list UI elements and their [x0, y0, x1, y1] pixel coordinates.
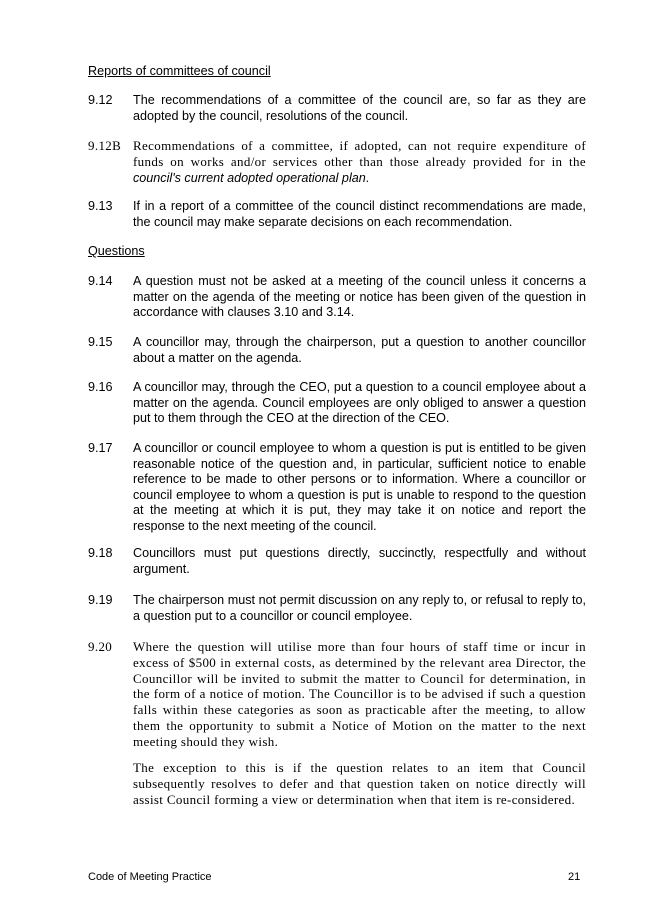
- clause-text: A councillor may, through the chairperson, put a question to another councillor about a matter on the agenda.: [133, 335, 586, 365]
- clause-number: 9.19: [88, 593, 113, 607]
- footer-title: Code of Meeting Practice: [88, 871, 212, 883]
- clause-number: 9.14: [88, 274, 113, 288]
- clause-text-italic: council's current adopted operational plan: [133, 170, 366, 185]
- clause-9-19: [88, 593, 586, 624]
- clause-number: 9.17: [88, 441, 113, 455]
- footer-page-number: 21: [568, 871, 581, 883]
- clause-text: The chairperson must not permit discussion on any reply to, or refusal to reply to, a question put to a councillor or council employee.: [133, 593, 586, 623]
- clause-text-main: Recommendations of a committee, if adopted, can not require expenditure of funds on works and/or services other than those already provided for in the: [133, 138, 586, 169]
- clause-9-20: [88, 639, 586, 750]
- clause-number: 9.12B: [88, 138, 122, 153]
- section-heading-reports: Reports of committees of council: [88, 64, 271, 78]
- clause-number: 9.12: [88, 93, 113, 107]
- clause-9-20-exception: The exception to this is if the question relates to an item that Council subsequently resolves to defer and that question taken on notice directly will assist Council forming a view or determination when that item is re-considered.: [133, 760, 586, 807]
- clause-9-18: [88, 546, 586, 577]
- clause-9-13: [88, 199, 586, 230]
- clause-text: Where the question will utilise more than four hours of staff time or incur in excess of $500 in external costs, as determined by the relevant area Director, the Councillor will be invited to submit the matter to Council for determination, in the form of a notice of motion. The Councillor is to be advised if such a question falls within these categories as soon as practicable after the meeting, to allow them the opportunity to submit a Notice of Motion on the matter to the next meeting should they wish.: [133, 639, 586, 749]
- clause-number: 9.20: [88, 639, 113, 654]
- clause-text: A councillor or council employee to whom a question is put is entitled to be given reasonable notice of the question and, in particular, sufficient notice to enable reference to be made to other persons or to information. Where a councillor or council employee to whom a question is put is unable to respond to the question at the meeting at which it is put, they may take it on notice and report the response to the next meeting of the council.: [133, 441, 586, 533]
- section-heading-questions: Questions: [88, 244, 145, 258]
- clause-9-15: [88, 335, 586, 366]
- clause-text: A question must not be asked at a meeting of the council unless it concerns a matter on the agenda of the meeting or notice has been given of the question in accordance with clauses 3.10 and 3.14.: [133, 274, 586, 319]
- clause-number: 9.16: [88, 380, 113, 394]
- clause-9-16: [88, 380, 586, 427]
- clause-text: If in a report of a committee of the council distinct recommendations are made, the council may make separate decisions on each recommendation.: [133, 199, 586, 229]
- clause-text-end: .: [365, 169, 370, 185]
- clause-text: The recommendations of a committee of the council are, so far as they are adopted by the council, resolutions of the council.: [133, 93, 586, 123]
- clause-9-17: [88, 441, 586, 534]
- clause-number: 9.15: [88, 335, 113, 349]
- clause-number: 9.13: [88, 199, 113, 213]
- clause-number: 9.18: [88, 546, 113, 560]
- clause-text: A councillor may, through the CEO, put a question to a council employee about a matter on the agenda. Council employees are only obliged to answer a question put to them through the CEO at the direction of the CEO.: [133, 380, 586, 425]
- clause-9-12: [88, 93, 586, 124]
- clause-text: Councillors must put questions directly, succinctly, respectfully and without argument.: [133, 546, 586, 576]
- clause-text: [133, 138, 586, 186]
- clause-9-14: [88, 274, 586, 321]
- clause-9-12b: [88, 138, 586, 186]
